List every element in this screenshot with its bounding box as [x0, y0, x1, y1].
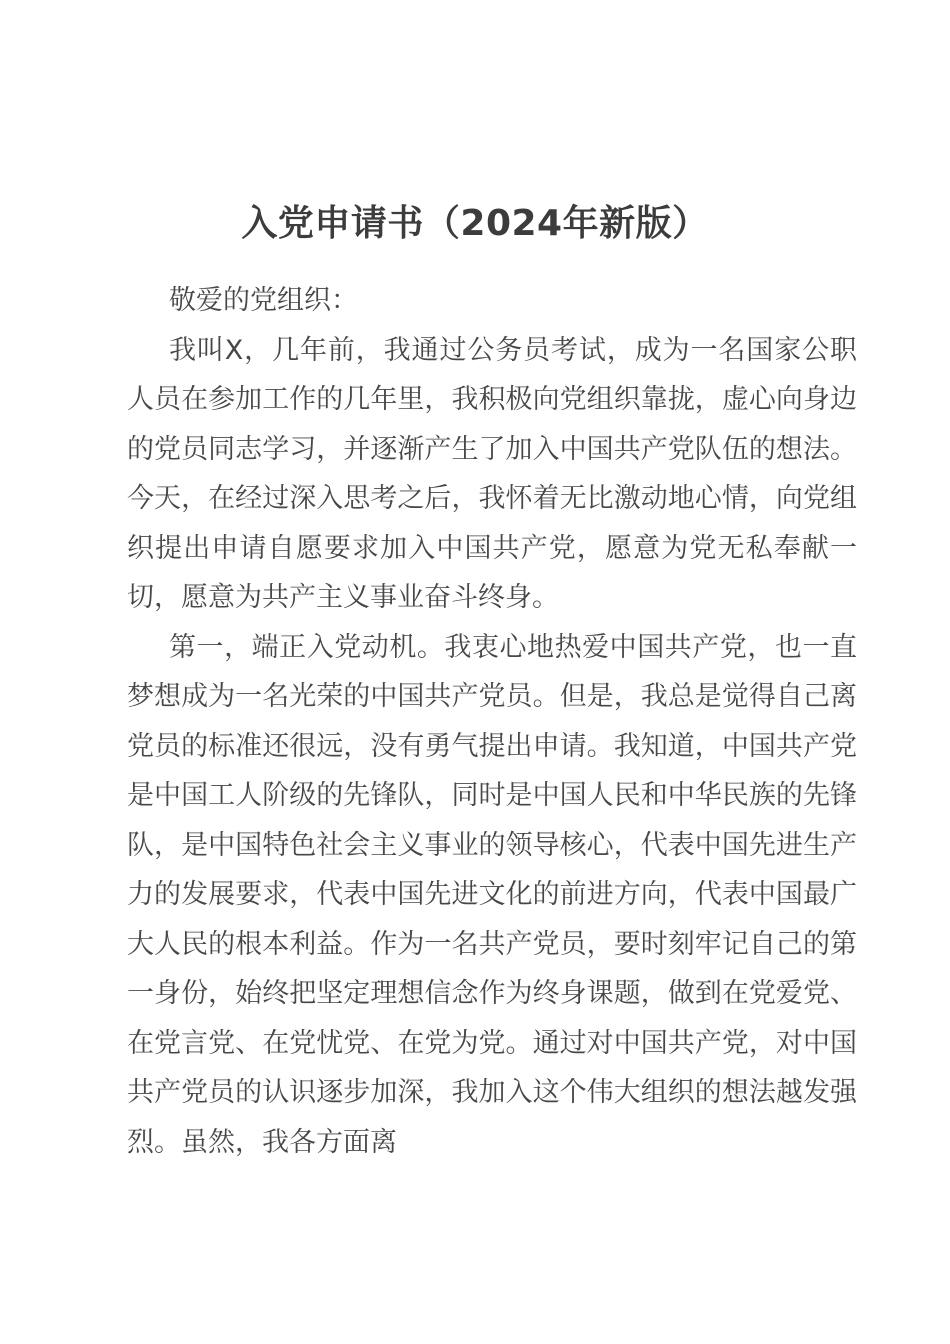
document-title: 入党申请书（2024年新版） — [241, 203, 709, 244]
paragraph-1: 我叫X，几年前，我通过公务员考试，成为一名国家公职人员在参加工作的几年里，我积极向党组织靠拢，虚心向身边的党员同志学习，并逐渐产生了加入中国共产党队伍的想法。今天，在经过深入思考之后，我怀着无比激动地心情，向党组织提出申请自愿要求加入中国共产党，愿意为党无私奉献一切，愿意为共产主义事业奋斗终身。 — [127, 334, 857, 613]
salutation-line: 敬爱的党组织： — [169, 285, 358, 316]
document-body — [127, 276, 857, 1167]
paragraph-2: 第一，端正入党动机。我衷心地热爱中国共产党，也一直梦想成为一名光荣的中国共产党员。但是，我总是觉得自己离党员的标准还很远，没有勇气提出申请。我知道，中国共产党是中国工人阶级的先锋队，同时是中国人民和中华民族的先锋队，是中国特色社会主义事业的领导核心，代表中国先进生产力的发展要求，代表中国先进文化的前进方向，代表中国最广大人民的根本利益。作为一名共产党员，要时刻牢记自己的第一身份，始终把坚定理想信念作为终身课题，做到在党爱党、在党言党、在党忧党、在党为党。通过对中国共产党，对中国共产党员的认识逐步加深，我加入这个伟大组织的想法越发强烈。虽然，我各方面离 — [127, 631, 857, 1158]
